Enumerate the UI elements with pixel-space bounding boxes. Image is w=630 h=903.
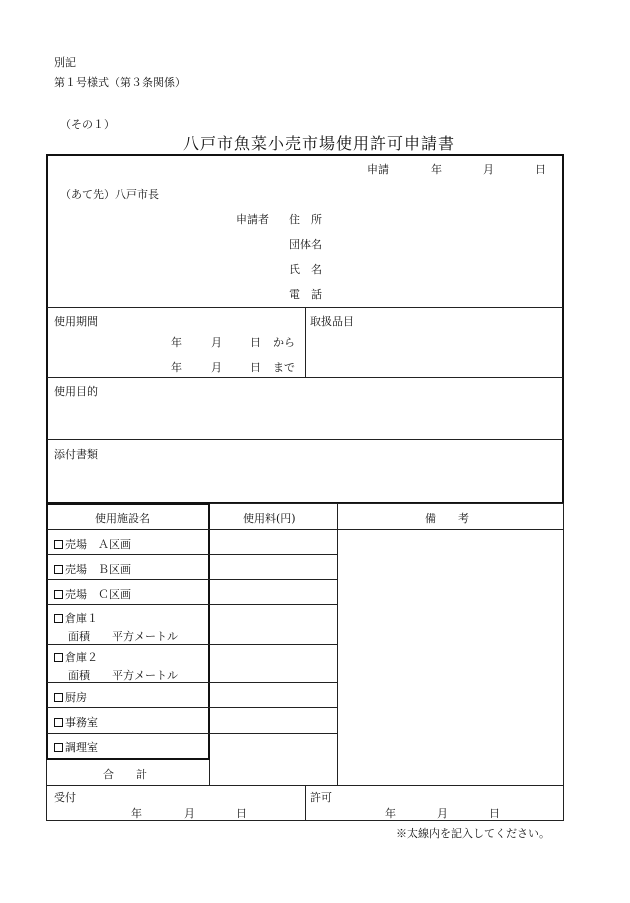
facility-label: 厨房: [65, 691, 87, 704]
reception-label: 受付: [54, 791, 76, 804]
period-from-month[interactable]: 月: [211, 336, 222, 349]
facility-row[interactable]: [54, 586, 131, 602]
header-facility-name: 使用施設名: [95, 512, 150, 525]
purpose-label[interactable]: 使用目的: [54, 385, 98, 398]
facility-label: 売場 Ｂ区画: [65, 563, 131, 576]
facility-row[interactable]: [54, 714, 98, 730]
addressee: （あて先）八戸市長: [60, 188, 159, 201]
row-line: [47, 604, 337, 605]
facility-header-divider: [47, 529, 563, 530]
period-from-year[interactable]: 年: [171, 336, 182, 349]
period-to-suffix: まで: [273, 361, 295, 374]
facility-row[interactable]: [54, 610, 98, 626]
besski-label: 別記: [54, 56, 76, 69]
facility-label: 倉庫１: [65, 612, 98, 625]
facility-area: 面積 平方メートル: [68, 630, 178, 643]
facility-label: 事務室: [65, 716, 98, 729]
total-col-divider: [209, 760, 210, 786]
checkbox-icon[interactable]: [54, 743, 63, 752]
reception-day[interactable]: 日: [236, 807, 247, 820]
row-line: [47, 707, 337, 708]
facility-label: 調理室: [65, 741, 98, 754]
purpose-divider: [47, 377, 563, 378]
items-label[interactable]: 取扱品目: [310, 315, 354, 328]
facility-row[interactable]: [54, 689, 87, 705]
reception-month[interactable]: 月: [184, 807, 195, 820]
checkbox-icon[interactable]: [54, 540, 63, 549]
permit-month[interactable]: 月: [437, 807, 448, 820]
period-vertical-divider: [305, 308, 306, 377]
facility-label: 売場 Ｃ区画: [65, 588, 131, 601]
total-label: 合 計: [103, 768, 147, 781]
checkbox-icon[interactable]: [54, 653, 63, 662]
facility-row[interactable]: [54, 649, 98, 665]
period-from-suffix: から: [273, 336, 295, 349]
page-title: 八戸市魚菜小売市場使用許可申請書: [183, 134, 456, 153]
checkbox-icon[interactable]: [54, 614, 63, 623]
facility-area: 面積 平方メートル: [68, 669, 178, 682]
header-fee: 使用料(円): [243, 512, 296, 525]
apply-label: 申請: [367, 163, 389, 176]
organization-label[interactable]: 団体名: [289, 238, 322, 251]
applicant-label: 申請者: [236, 213, 269, 226]
footnote: ※太線内を記入してください。: [396, 827, 550, 840]
facility-row[interactable]: [54, 561, 131, 577]
row-line: [47, 554, 337, 555]
permit-year[interactable]: 年: [385, 807, 396, 820]
checkbox-icon[interactable]: [54, 693, 63, 702]
phone-label[interactable]: 電 話: [289, 288, 322, 301]
header-remarks: 備 考: [425, 512, 469, 525]
fee-remarks-divider: [337, 504, 338, 786]
period-from-day[interactable]: 日: [250, 336, 261, 349]
apply-day: 日: [535, 163, 546, 176]
form-part: （その１）: [60, 118, 115, 131]
form-number: 第１号様式（第３条関係）: [54, 76, 186, 89]
attachments-divider: [47, 439, 563, 440]
apply-year: 年: [431, 163, 442, 176]
facility-row[interactable]: [54, 536, 131, 552]
name-label[interactable]: 氏 名: [289, 263, 322, 276]
period-to-year[interactable]: 年: [171, 361, 182, 374]
reception-year[interactable]: 年: [131, 807, 142, 820]
reception-divider: [305, 786, 306, 820]
permit-label: 許可: [310, 791, 332, 804]
permit-day[interactable]: 日: [489, 807, 500, 820]
checkbox-icon[interactable]: [54, 565, 63, 574]
checkbox-icon[interactable]: [54, 718, 63, 727]
period-label: 使用期間: [54, 315, 98, 328]
period-to-day[interactable]: 日: [250, 361, 261, 374]
facility-row[interactable]: [54, 739, 98, 755]
row-line: [47, 579, 337, 580]
attachments-label[interactable]: 添付書類: [54, 448, 98, 461]
checkbox-icon[interactable]: [54, 590, 63, 599]
row-line: [47, 644, 337, 645]
row-line: [47, 733, 337, 734]
apply-month: 月: [483, 163, 494, 176]
address-label[interactable]: 住 所: [289, 213, 322, 226]
facility-label: 売場 Ａ区画: [65, 538, 131, 551]
facility-label: 倉庫２: [65, 651, 98, 664]
period-to-month[interactable]: 月: [211, 361, 222, 374]
